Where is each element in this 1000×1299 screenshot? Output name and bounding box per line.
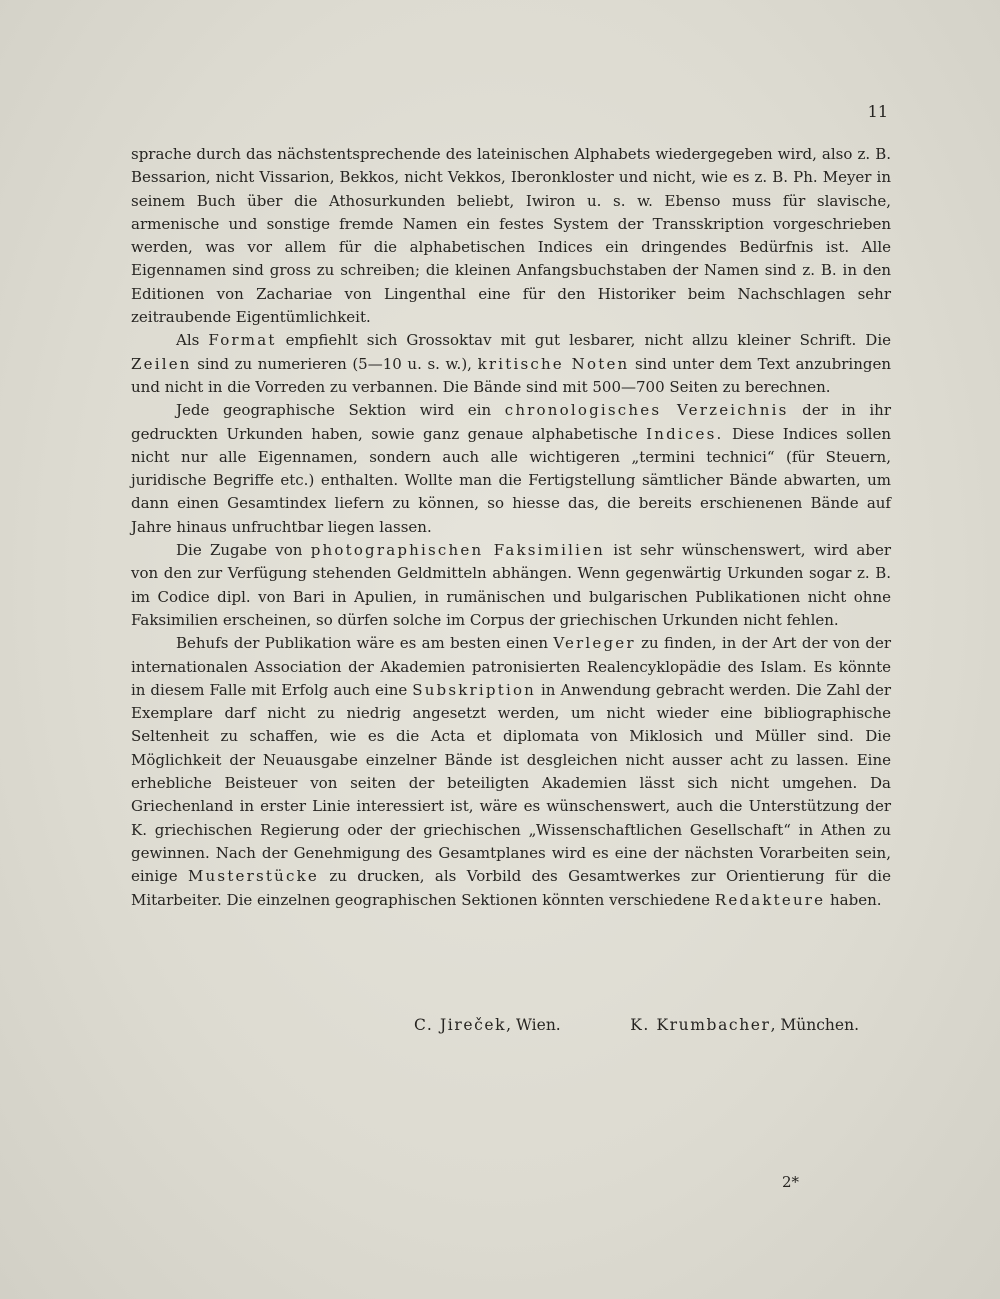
text-run: Als [176, 331, 209, 350]
signature-jirecek [414, 1016, 561, 1034]
text-run: sprache durch das nächstentsprechende des lateinischen Alphabets wiedergegeben wird, also z. B. Bessarion, nicht Vissarion, Bekkos, nicht Vekkos, Iberonkloster und nicht, wie es z. B. Ph. Meyer in seinem Buch über die Athosurkunden beliebt, Iwiron u. s. w. Ebenso muss für slavische, armenische und sonstige fremde Namen ein festes System der Transskription vorgeschrieben werden, was vor allem für die alphabetischen Indices ein dringendes Bedürfnis ist. Alle Eigennamen sind gross zu schreiben; die kleinen Anfangsbuchstaben der Namen sind z. B. in den Editionen von Zachariae von Lingenthal eine für den Historiker beim Nachschlagen sehr zeitraubende Eigentümlichkeit. [131, 145, 891, 327]
spaced-term: Zeilen [131, 354, 192, 373]
text-run: Behufs der Publikation wäre es am besten einen [176, 634, 554, 653]
signature-name: C. Jireček [414, 1016, 507, 1034]
text-run: empfiehlt sich Grossoktav mit gut lesbarer, nicht allzu kleiner Schrift. Die [276, 331, 891, 350]
signature-krumbacher [630, 1016, 859, 1034]
spaced-term: photographischen Faksimilien [310, 541, 606, 560]
text-run: haben. [825, 890, 882, 909]
paragraph-4 [131, 539, 891, 632]
text-run: ist sehr wünschenswert, wird aber von den zur Verfügung stehenden Geldmitteln abhängen. Wenn gegenwärtig Urkunden sogar z. B. im Codice dipl. von Bari in Apulien, in rumänischen und bulgarischen Publikationen nicht ohne Faksimilien erscheinen, so dürfen solche im Corpus der griechischen Urkunden nicht fehlen. [131, 541, 892, 629]
text-run: zu drucken, als Vorbild des Gesamtwerkes zur Orientierung für die Mitarbeiter. Die einzelnen geographischen Sektionen könnten verschiedene [131, 867, 891, 909]
signatures [414, 1016, 859, 1034]
signature-place: , München. [770, 1016, 859, 1034]
page-number: 11 [867, 102, 888, 121]
text-run: sind unter dem Text anzubringen und nicht in die Vorreden zu verbannen. Die Bände sind mit 500—700 Seiten zu berechnen. [131, 354, 891, 396]
text-run: Diese Indices sollen nicht nur alle Eigennamen, sondern auch alle wichtigeren „termini technici“ (für Steuern, juridische Begriffe etc.) enthalten. Wollte man die Fertigstellung sämtlicher Bände abwarten, um dann einen Gesamtindex liefern zu können, so hiesse das, die bereits erschienenen Bände auf Jahre hinaus unfruchtbar liegen lassen. [131, 424, 892, 536]
sheet-signature: 2* [782, 1173, 800, 1191]
text-run: Die Zugabe von [176, 541, 311, 560]
spaced-term: Subskription [412, 680, 537, 699]
paragraph-1 [131, 143, 891, 329]
text-run: sind zu numerieren (5—10 u. s. w.), [191, 354, 478, 373]
text-run: der in ihr gedruckten Urkunden haben, sowie ganz genaue alphabetische [131, 401, 891, 443]
text-run: Jede geographische Sektion wird ein [176, 401, 505, 420]
paragraph-3 [131, 399, 891, 539]
spaced-term: Musterstücke [188, 867, 319, 886]
spaced-term: Redakteure [714, 890, 826, 909]
body-text [131, 143, 891, 912]
spaced-term: kritische Noten [477, 354, 630, 373]
paragraph-5 [131, 632, 891, 912]
spaced-term: chronologisches Verzeichnis [504, 401, 789, 420]
paragraph-2 [131, 329, 891, 399]
spaced-term: Verleger [553, 634, 636, 653]
spaced-term: Indices. [646, 424, 724, 443]
spaced-term: Format [208, 331, 277, 350]
text-run: in Anwendung gebracht werden. Die Zahl der Exemplare darf nicht zu niedrig angesetzt werden, um nicht wieder eine bibliographische Seltenheit zu schaffen, wie es die Acta et diplomata von Miklosich und Müller sind. Die Möglichkeit der Neuausgabe einzelner Bände ist desgleichen nicht ausser acht zu lassen. Eine erhebliche Beisteuer von seiten der beteiligten Akademien lässt sich nicht umgehen. Da Griechenland in erster Linie interessiert ist, wäre es wünschenswert, auch die Unterstützung der K. griechischen Regierung oder der griechischen „Wissenschaftlichen Gesellschaft“ in Athen zu gewinnen. Nach der Genehmigung des Gesamtplanes wird es eine der nächsten Vorarbeiten sein, einige [131, 680, 891, 886]
signature-name: K. Krumbacher [630, 1016, 771, 1034]
text-run: zu finden, in der Art der von der internationalen Association der Akademien patronisierten Realencyklopädie des Islam. Es könnte in diesem Falle mit Erfolg auch eine [131, 634, 891, 699]
signature-place: , Wien. [506, 1016, 561, 1034]
